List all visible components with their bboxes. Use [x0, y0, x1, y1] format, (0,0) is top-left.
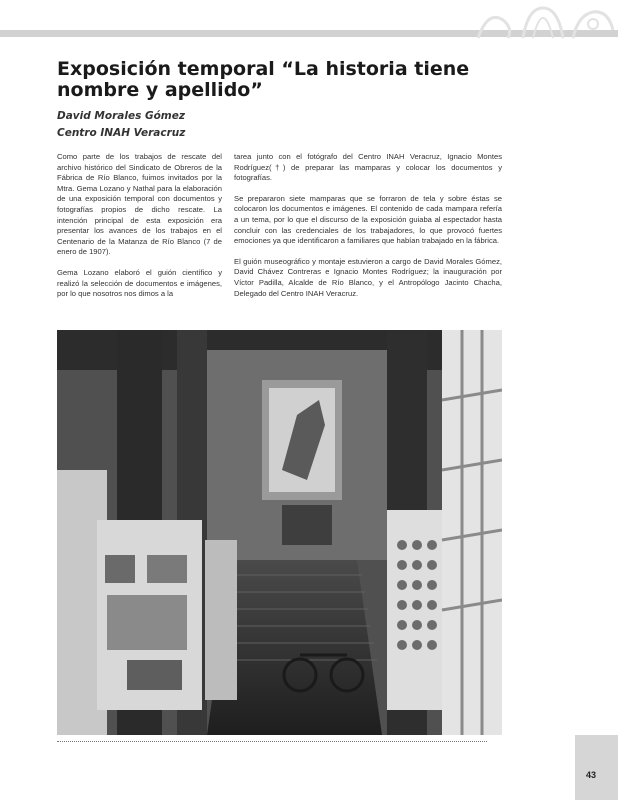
text-column-right — [234, 152, 502, 309]
author-affiliation: Centro INAH Veracruz — [57, 127, 186, 139]
exhibition-hall-image — [57, 330, 502, 735]
paragraph: El guión museográfico y montaje estuvieron a cargo de David Morales Gómez, David Chávez Contreras e Ignacio Montes Rodríguez; la inauguración por Víctor Padilla, Alcalde de Río Blanco, y el Antropólogo Jacinto Chacha, Delegado del Centro INAH Veracruz. — [234, 256, 502, 298]
text-column-left — [57, 152, 222, 310]
paragraph: tarea junto con el fotógrafo del Centro INAH Veracruz, Ignacio Montes Rodríguez(†) de preparar las mamparas y colocar los documentos y fotografías. — [234, 152, 502, 183]
title-line-1: Exposición temporal “La historia tiene — [57, 58, 470, 80]
decorative-ornament — [468, 0, 618, 40]
author-block — [57, 108, 185, 142]
author-name: David Morales Gómez — [57, 110, 185, 122]
exhibition-photo — [57, 330, 502, 735]
footer-dotted-rule — [57, 741, 487, 742]
article-title — [57, 59, 477, 101]
title-line-2: nombre y apellido” — [57, 79, 263, 101]
paragraph: Gema Lozano elaboró el guión científico y realizó la selección de documentos e imágenes, por lo que nosotros nos dimos a la — [57, 267, 222, 299]
page-number-tab — [575, 735, 618, 800]
paragraph: Se prepararon siete mamparas que se forraron de tela y sobre éstas se colocaron los documentos e imágenes. El contenido de cada mampara refería a un tema, por lo que el discurso de la exposición guiaba al espectador hasta concluir con las credenciales de los trabajadores, lo que provocó fuertes emociones ya que identificaron a familiares que habían trabajado en la fábrica. — [234, 193, 502, 246]
paragraph: Como parte de los trabajos de rescate del archivo histórico del Sindicato de Obreros de la Fábrica de Río Blanco, fuimos invitados por la Mtra. Gema Lozano y Nathal para la elaboración de una exposición temporal con documentos y fotografías propios de dicho rescate. La intención principal de esta exposición era presentar los avances de los trabajos en el Centenario de la Matanza de Río Blanco (7 de enero de 1907). — [57, 152, 222, 257]
page-number: 43 — [585, 770, 596, 780]
